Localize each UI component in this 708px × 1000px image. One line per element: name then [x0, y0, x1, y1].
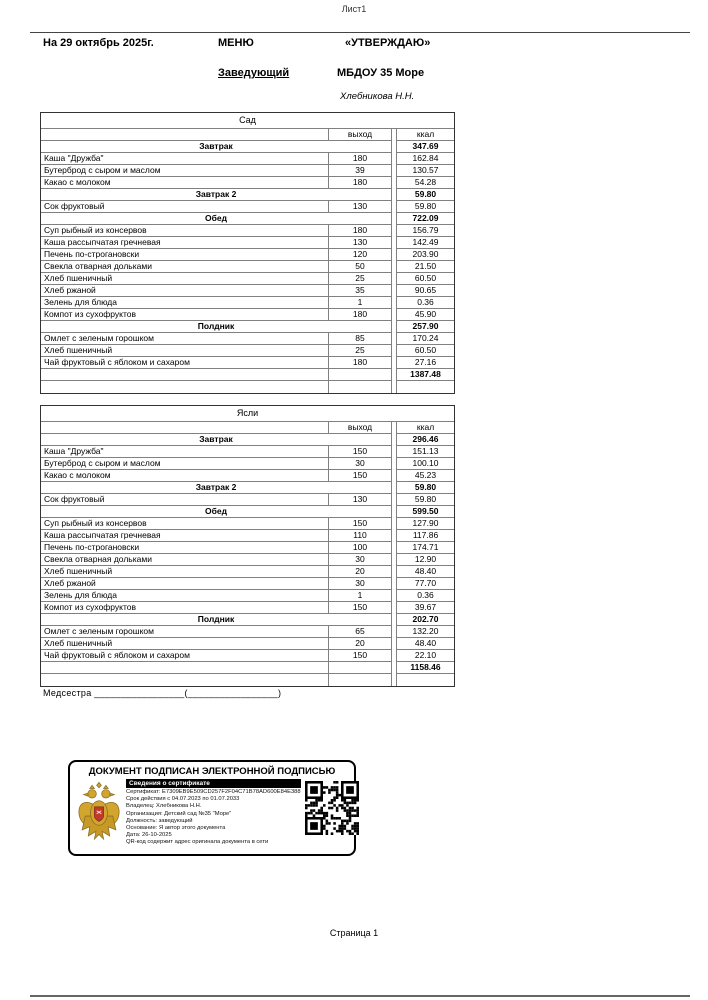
table-title: Ясли — [41, 406, 454, 422]
item-name: Каша рассыпчатая гречневая — [41, 530, 329, 542]
certificate-block — [126, 779, 301, 847]
certificate-line: Организация: Детский сад №35 "Море" — [126, 810, 232, 817]
item-kcal: 60.50 — [396, 345, 454, 357]
section-kcal: 202.70 — [396, 614, 454, 626]
menu-item-row — [41, 518, 454, 530]
item-name: Хлеб ржаной — [41, 285, 329, 297]
section-kcal: 599.50 — [396, 506, 454, 518]
item-kcal: 142.49 — [396, 237, 454, 249]
menu-item-row — [41, 638, 454, 650]
item-name: Каша "Дружба" — [41, 153, 329, 165]
organization-name: МБДОУ 35 Море — [337, 67, 425, 79]
item-name: Печень по-строгановски — [41, 249, 329, 261]
empty-out-cell — [329, 674, 392, 686]
menu-item-row — [41, 297, 454, 309]
empty-name-cell — [41, 674, 329, 686]
menu-item-row — [41, 357, 454, 369]
item-name: Чай фруктовый с яблоком и сахаром — [41, 357, 329, 369]
menu-item-row — [41, 530, 454, 542]
item-kcal: 45.90 — [396, 309, 454, 321]
item-kcal: 100.10 — [396, 458, 454, 470]
item-kcal: 162.84 — [396, 153, 454, 165]
section-row — [41, 482, 454, 494]
section-row — [41, 141, 454, 153]
item-kcal: 130.57 — [396, 165, 454, 177]
item-out: 150 — [329, 470, 392, 482]
item-out: 35 — [329, 285, 392, 297]
item-out: 130 — [329, 201, 392, 213]
header-name-cell — [41, 129, 329, 141]
approve-label: «УТВЕРЖДАЮ» — [345, 37, 431, 49]
menu-item-row — [41, 333, 454, 345]
total-kcal: 1387.48 — [396, 369, 454, 381]
menu-item-row — [41, 578, 454, 590]
item-out: 85 — [329, 333, 392, 345]
item-out: 150 — [329, 446, 392, 458]
item-out: 20 — [329, 638, 392, 650]
section-row — [41, 321, 454, 333]
item-kcal: 132.20 — [396, 626, 454, 638]
section-label: Завтрак — [41, 434, 392, 446]
menu-item-row — [41, 201, 454, 213]
section-kcal: 59.80 — [396, 189, 454, 201]
item-out: 180 — [329, 357, 392, 369]
item-kcal: 127.90 — [396, 518, 454, 530]
total-kcal: 1158.46 — [396, 662, 454, 674]
menu-item-row — [41, 470, 454, 482]
item-out: 30 — [329, 578, 392, 590]
qr-code — [305, 781, 361, 840]
item-name: Хлеб пшеничный — [41, 638, 329, 650]
menu-item-row — [41, 249, 454, 261]
item-out: 1 — [329, 590, 392, 602]
menu-item-row — [41, 590, 454, 602]
menu-item-row — [41, 566, 454, 578]
stamp-title: ДОКУМЕНТ ПОДПИСАН ЭЛЕКТРОННОЙ ПОДПИСЬЮ — [88, 766, 336, 777]
empty-name-cell — [41, 381, 329, 393]
item-out: 150 — [329, 602, 392, 614]
header-kcal-cell: ккал — [396, 129, 454, 141]
signer-name: Хлебникова Н.Н. — [340, 91, 415, 102]
head-position-label: Заведующий — [218, 67, 290, 79]
header-name-cell — [41, 422, 329, 434]
menu-item-row — [41, 650, 454, 662]
item-kcal: 60.50 — [396, 273, 454, 285]
item-name: Печень по-строгановски — [41, 542, 329, 554]
section-row — [41, 506, 454, 518]
menu-item-row — [41, 309, 454, 321]
signature-stamp — [68, 760, 356, 856]
item-kcal: 27.16 — [396, 357, 454, 369]
section-row — [41, 614, 454, 626]
menu-item-row — [41, 446, 454, 458]
menu-item-row — [41, 177, 454, 189]
item-kcal: 54.28 — [396, 177, 454, 189]
item-kcal: 203.90 — [396, 249, 454, 261]
item-kcal: 156.79 — [396, 225, 454, 237]
section-row — [41, 434, 454, 446]
item-kcal: 48.40 — [396, 638, 454, 650]
item-name: Каша рассыпчатая гречневая — [41, 237, 329, 249]
item-name: Компот из сухофруктов — [41, 602, 329, 614]
section-kcal: 722.09 — [396, 213, 454, 225]
certificate-line: Основание: Я автор этого документа — [126, 825, 226, 832]
sheet-label: Лист1 — [341, 4, 367, 14]
item-kcal: 59.80 — [396, 494, 454, 506]
coat-of-arms-icon — [76, 781, 122, 850]
item-name: Омлет с зеленым горошком — [41, 333, 329, 345]
section-kcal: 59.80 — [396, 482, 454, 494]
item-kcal: 12.90 — [396, 554, 454, 566]
item-out: 39 — [329, 165, 392, 177]
table-title: Сад — [41, 113, 454, 129]
item-out: 20 — [329, 566, 392, 578]
item-out: 150 — [329, 650, 392, 662]
menu-item-row — [41, 237, 454, 249]
empty-kcal-cell — [396, 674, 454, 686]
header-out-cell: выход — [329, 422, 392, 434]
item-name: Хлеб ржаной — [41, 578, 329, 590]
certificate-line: Дата: 26-10-2025 — [126, 832, 172, 839]
item-out: 150 — [329, 518, 392, 530]
menu-item-row — [41, 554, 454, 566]
certificate-line: Владелец: Хлебникова Н.Н. — [126, 803, 202, 810]
total-name-cell — [41, 369, 329, 381]
menu-item-row — [41, 165, 454, 177]
item-name: Зелень для блюда — [41, 590, 329, 602]
item-out: 180 — [329, 225, 392, 237]
certificate-header: Сведения о сертификате — [126, 779, 301, 788]
certificate-line: Сертификат: E7309EB9E509CD257F2F04C71B78AD600E84E388 — [126, 789, 301, 795]
item-kcal: 59.80 — [396, 201, 454, 213]
item-out: 130 — [329, 494, 392, 506]
empty-row — [41, 381, 454, 393]
item-name: Чай фруктовый с яблоком и сахаром — [41, 650, 329, 662]
item-kcal: 77.70 — [396, 578, 454, 590]
item-name: Бутерброд с сыром и маслом — [41, 458, 329, 470]
item-name: Компот из сухофруктов — [41, 309, 329, 321]
item-out: 65 — [329, 626, 392, 638]
item-out: 120 — [329, 249, 392, 261]
section-label: Полдник — [41, 321, 392, 333]
item-name: Суп рыбный из консервов — [41, 518, 329, 530]
item-out: 30 — [329, 554, 392, 566]
item-name: Суп рыбный из консервов — [41, 225, 329, 237]
item-name: Каша "Дружба" — [41, 446, 329, 458]
total-row — [41, 662, 454, 674]
section-label: Полдник — [41, 614, 392, 626]
item-out: 130 — [329, 237, 392, 249]
item-name: Омлет с зеленым горошком — [41, 626, 329, 638]
item-kcal: 0.36 — [396, 590, 454, 602]
item-out: 25 — [329, 273, 392, 285]
menu-item-row — [41, 153, 454, 165]
empty-row — [41, 674, 454, 686]
item-name: Зелень для блюда — [41, 297, 329, 309]
menu-item-row — [41, 602, 454, 614]
section-label: Завтрак — [41, 141, 392, 153]
item-out: 25 — [329, 345, 392, 357]
section-label: Обед — [41, 506, 392, 518]
item-out: 180 — [329, 309, 392, 321]
header-rule — [30, 32, 690, 33]
item-kcal: 48.40 — [396, 566, 454, 578]
header-out-cell: выход — [329, 129, 392, 141]
item-out: 30 — [329, 458, 392, 470]
section-label: Завтрак 2 — [41, 482, 392, 494]
item-out: 1 — [329, 297, 392, 309]
item-kcal: 22.10 — [396, 650, 454, 662]
section-row — [41, 213, 454, 225]
item-kcal: 45.23 — [396, 470, 454, 482]
section-label: Завтрак 2 — [41, 189, 392, 201]
item-out: 180 — [329, 177, 392, 189]
menu-title: МЕНЮ — [218, 37, 254, 49]
menu-item-row — [41, 345, 454, 357]
certificate-line: QR-код содержит адрес оригинала документа в сети — [126, 839, 269, 846]
menu-item-row — [41, 225, 454, 237]
menu-item-row — [41, 458, 454, 470]
menu-item-row — [41, 285, 454, 297]
section-row — [41, 189, 454, 201]
section-kcal: 347.69 — [396, 141, 454, 153]
item-name: Свекла отварная дольками — [41, 554, 329, 566]
menu-item-row — [41, 494, 454, 506]
menu-item-row — [41, 261, 454, 273]
certificate-line: Срок действия с 04.07.2023 по 01.07.2033 — [126, 796, 240, 803]
menu-item-row — [41, 273, 454, 285]
item-name: Хлеб пшеничный — [41, 345, 329, 357]
item-kcal: 21.50 — [396, 261, 454, 273]
header-kcal-cell: ккал — [396, 422, 454, 434]
item-name: Свекла отварная дольками — [41, 261, 329, 273]
item-kcal: 151.13 — [396, 446, 454, 458]
menu-item-row — [41, 626, 454, 638]
section-kcal: 257.90 — [396, 321, 454, 333]
total-out-cell — [329, 662, 392, 674]
empty-kcal-cell — [396, 381, 454, 393]
menu-item-row — [41, 542, 454, 554]
column-header-row — [41, 422, 454, 434]
item-out: 110 — [329, 530, 392, 542]
total-name-cell — [41, 662, 329, 674]
item-kcal: 174.71 — [396, 542, 454, 554]
certificate-line: Должность: заведующий — [126, 817, 193, 824]
column-header-row — [41, 129, 454, 141]
menu-table-yasli — [40, 405, 455, 687]
section-label: Обед — [41, 213, 392, 225]
page-number: Страница 1 — [329, 928, 379, 938]
certificate-details — [126, 789, 301, 847]
total-out-cell — [329, 369, 392, 381]
menu-table-sad — [40, 112, 455, 394]
item-out: 180 — [329, 153, 392, 165]
total-row — [41, 369, 454, 381]
item-out: 50 — [329, 261, 392, 273]
item-kcal: 90.65 — [396, 285, 454, 297]
item-kcal: 117.86 — [396, 530, 454, 542]
nurse-signature-line: Медсестра _________________(_________________) — [43, 688, 282, 698]
item-name: Какао с молоком — [41, 470, 329, 482]
item-name: Сок фруктовый — [41, 201, 329, 213]
stamp-body — [70, 777, 354, 850]
item-name: Сок фруктовый — [41, 494, 329, 506]
empty-out-cell — [329, 381, 392, 393]
item-kcal: 39.67 — [396, 602, 454, 614]
section-kcal: 296.46 — [396, 434, 454, 446]
item-out: 100 — [329, 542, 392, 554]
item-kcal: 170.24 — [396, 333, 454, 345]
item-kcal: 0.36 — [396, 297, 454, 309]
item-name: Бутерброд с сыром и маслом — [41, 165, 329, 177]
item-name: Какао с молоком — [41, 177, 329, 189]
item-name: Хлеб пшеничный — [41, 273, 329, 285]
footer-rule — [30, 995, 690, 997]
item-name: Хлеб пшеничный — [41, 566, 329, 578]
menu-date: На 29 октябрь 2025г. — [43, 37, 154, 49]
